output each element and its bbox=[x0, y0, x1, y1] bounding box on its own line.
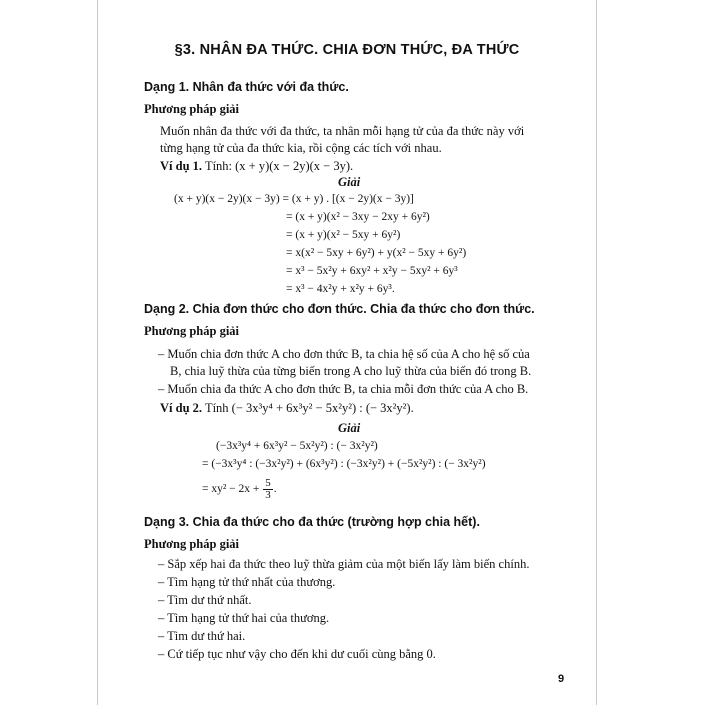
page-title: §3. NHÂN ĐA THỨC. CHIA ĐƠN THỨC, ĐA THỨC bbox=[174, 42, 520, 58]
section1-heading: Dạng 1. Nhân đa thức với đa thức. bbox=[144, 80, 349, 94]
example1 bbox=[160, 159, 353, 174]
example1-label: Ví dụ 1. bbox=[160, 159, 203, 173]
solution2-label: Giải bbox=[338, 421, 361, 435]
book-page bbox=[97, 0, 597, 705]
fraction-denominator: 3 bbox=[265, 489, 271, 501]
solution1-step: = (x + y)(x² − 3xy − 2xy + 6y²) bbox=[286, 211, 430, 223]
section3-heading: Dạng 3. Chia đa thức cho đa thức (trường hợp chia hết). bbox=[144, 515, 480, 529]
section2-bullet1-line2: B, chia luỹ thừa của từng biến trong A cho luỹ thừa của biến đó trong B. bbox=[170, 364, 532, 378]
section1-method-label: Phương pháp giải bbox=[144, 102, 240, 116]
solution2-step-prefix: = xy² − 2x + bbox=[202, 483, 260, 496]
solution2-step: (−3x³y⁴ + 6x³y² − 5x²y²) : (− 3x²y²) bbox=[216, 440, 378, 452]
section2-bullet1-line1: – Muốn chia đơn thức A cho đơn thức B, ta chia hệ số của A cho hệ số của bbox=[158, 347, 530, 361]
section2-heading: Dạng 2. Chia đơn thức cho đơn thức. Chia đa thức cho đơn thức. bbox=[144, 302, 535, 316]
example2-label: Ví dụ 2. bbox=[160, 401, 203, 415]
section2-method-label: Phương pháp giải bbox=[144, 324, 240, 338]
example1-text: Tính: (x + y)(x − 2y)(x − 3y). bbox=[204, 159, 354, 173]
solution1-step: = (x + y)(x² − 5xy + 6y²) bbox=[286, 229, 401, 241]
section3-method-label: Phương pháp giải bbox=[144, 537, 240, 551]
solution1-step: = x³ − 4x²y + x²y + 6y³. bbox=[286, 283, 395, 295]
solution1-step: = x³ − 5x²y + 6xy² + x²y − 5xy² + 6y³ bbox=[286, 265, 458, 277]
example2-text: Tính (− 3x³y⁴ + 6x³y² − 5x²y²) : (− 3x²y²). bbox=[204, 401, 414, 415]
section3-bullet: – Cứ tiếp tục như vậy cho đến khi dư cuối cùng bằng 0. bbox=[158, 647, 436, 661]
section3-bullet: – Tìm hạng tử thứ hai của thương. bbox=[158, 611, 330, 625]
section1-text-line2: từng hạng tử của đa thức kia, rồi cộng các tích với nhau. bbox=[160, 141, 442, 155]
solution1-step: = x(x² − 5xy + 6y²) + y(x² − 5xy + 6y²) bbox=[286, 247, 467, 259]
solution1-label: Giải bbox=[338, 175, 361, 189]
solution2-step: = (−3x³y⁴ : (−3x²y²) + (6x³y²) : (−3x²y²) + (−5x²y²) : (− 3x²y²) bbox=[202, 458, 486, 470]
example2 bbox=[160, 401, 414, 416]
fraction bbox=[263, 478, 273, 501]
section3-bullet: – Sắp xếp hai đa thức theo luỹ thừa giảm của một biến lấy làm biến chính. bbox=[158, 557, 530, 571]
section1-text-line1: Muốn nhân đa thức với đa thức, ta nhân mỗi hạng tử của đa thức này với bbox=[160, 124, 525, 138]
solution2-step-final bbox=[202, 478, 277, 501]
solution1-step: (x + y)(x − 2y)(x − 3y) = (x + y) . [(x − 2y)(x − 3y)] bbox=[174, 193, 414, 205]
section3-bullet: – Tìm dư thứ nhất. bbox=[158, 593, 252, 607]
solution2-step-end: . bbox=[273, 483, 277, 496]
section3-bullet: – Tìm dư thứ hai. bbox=[158, 629, 246, 643]
page-number: 9 bbox=[558, 673, 565, 685]
section3-bullet: – Tìm hạng tử thứ nhất của thương. bbox=[158, 575, 336, 589]
fraction-numerator: 5 bbox=[265, 477, 271, 489]
section2-bullet2: – Muốn chia đa thức A cho đơn thức B, ta chia mỗi đơn thức của A cho B. bbox=[158, 382, 529, 396]
